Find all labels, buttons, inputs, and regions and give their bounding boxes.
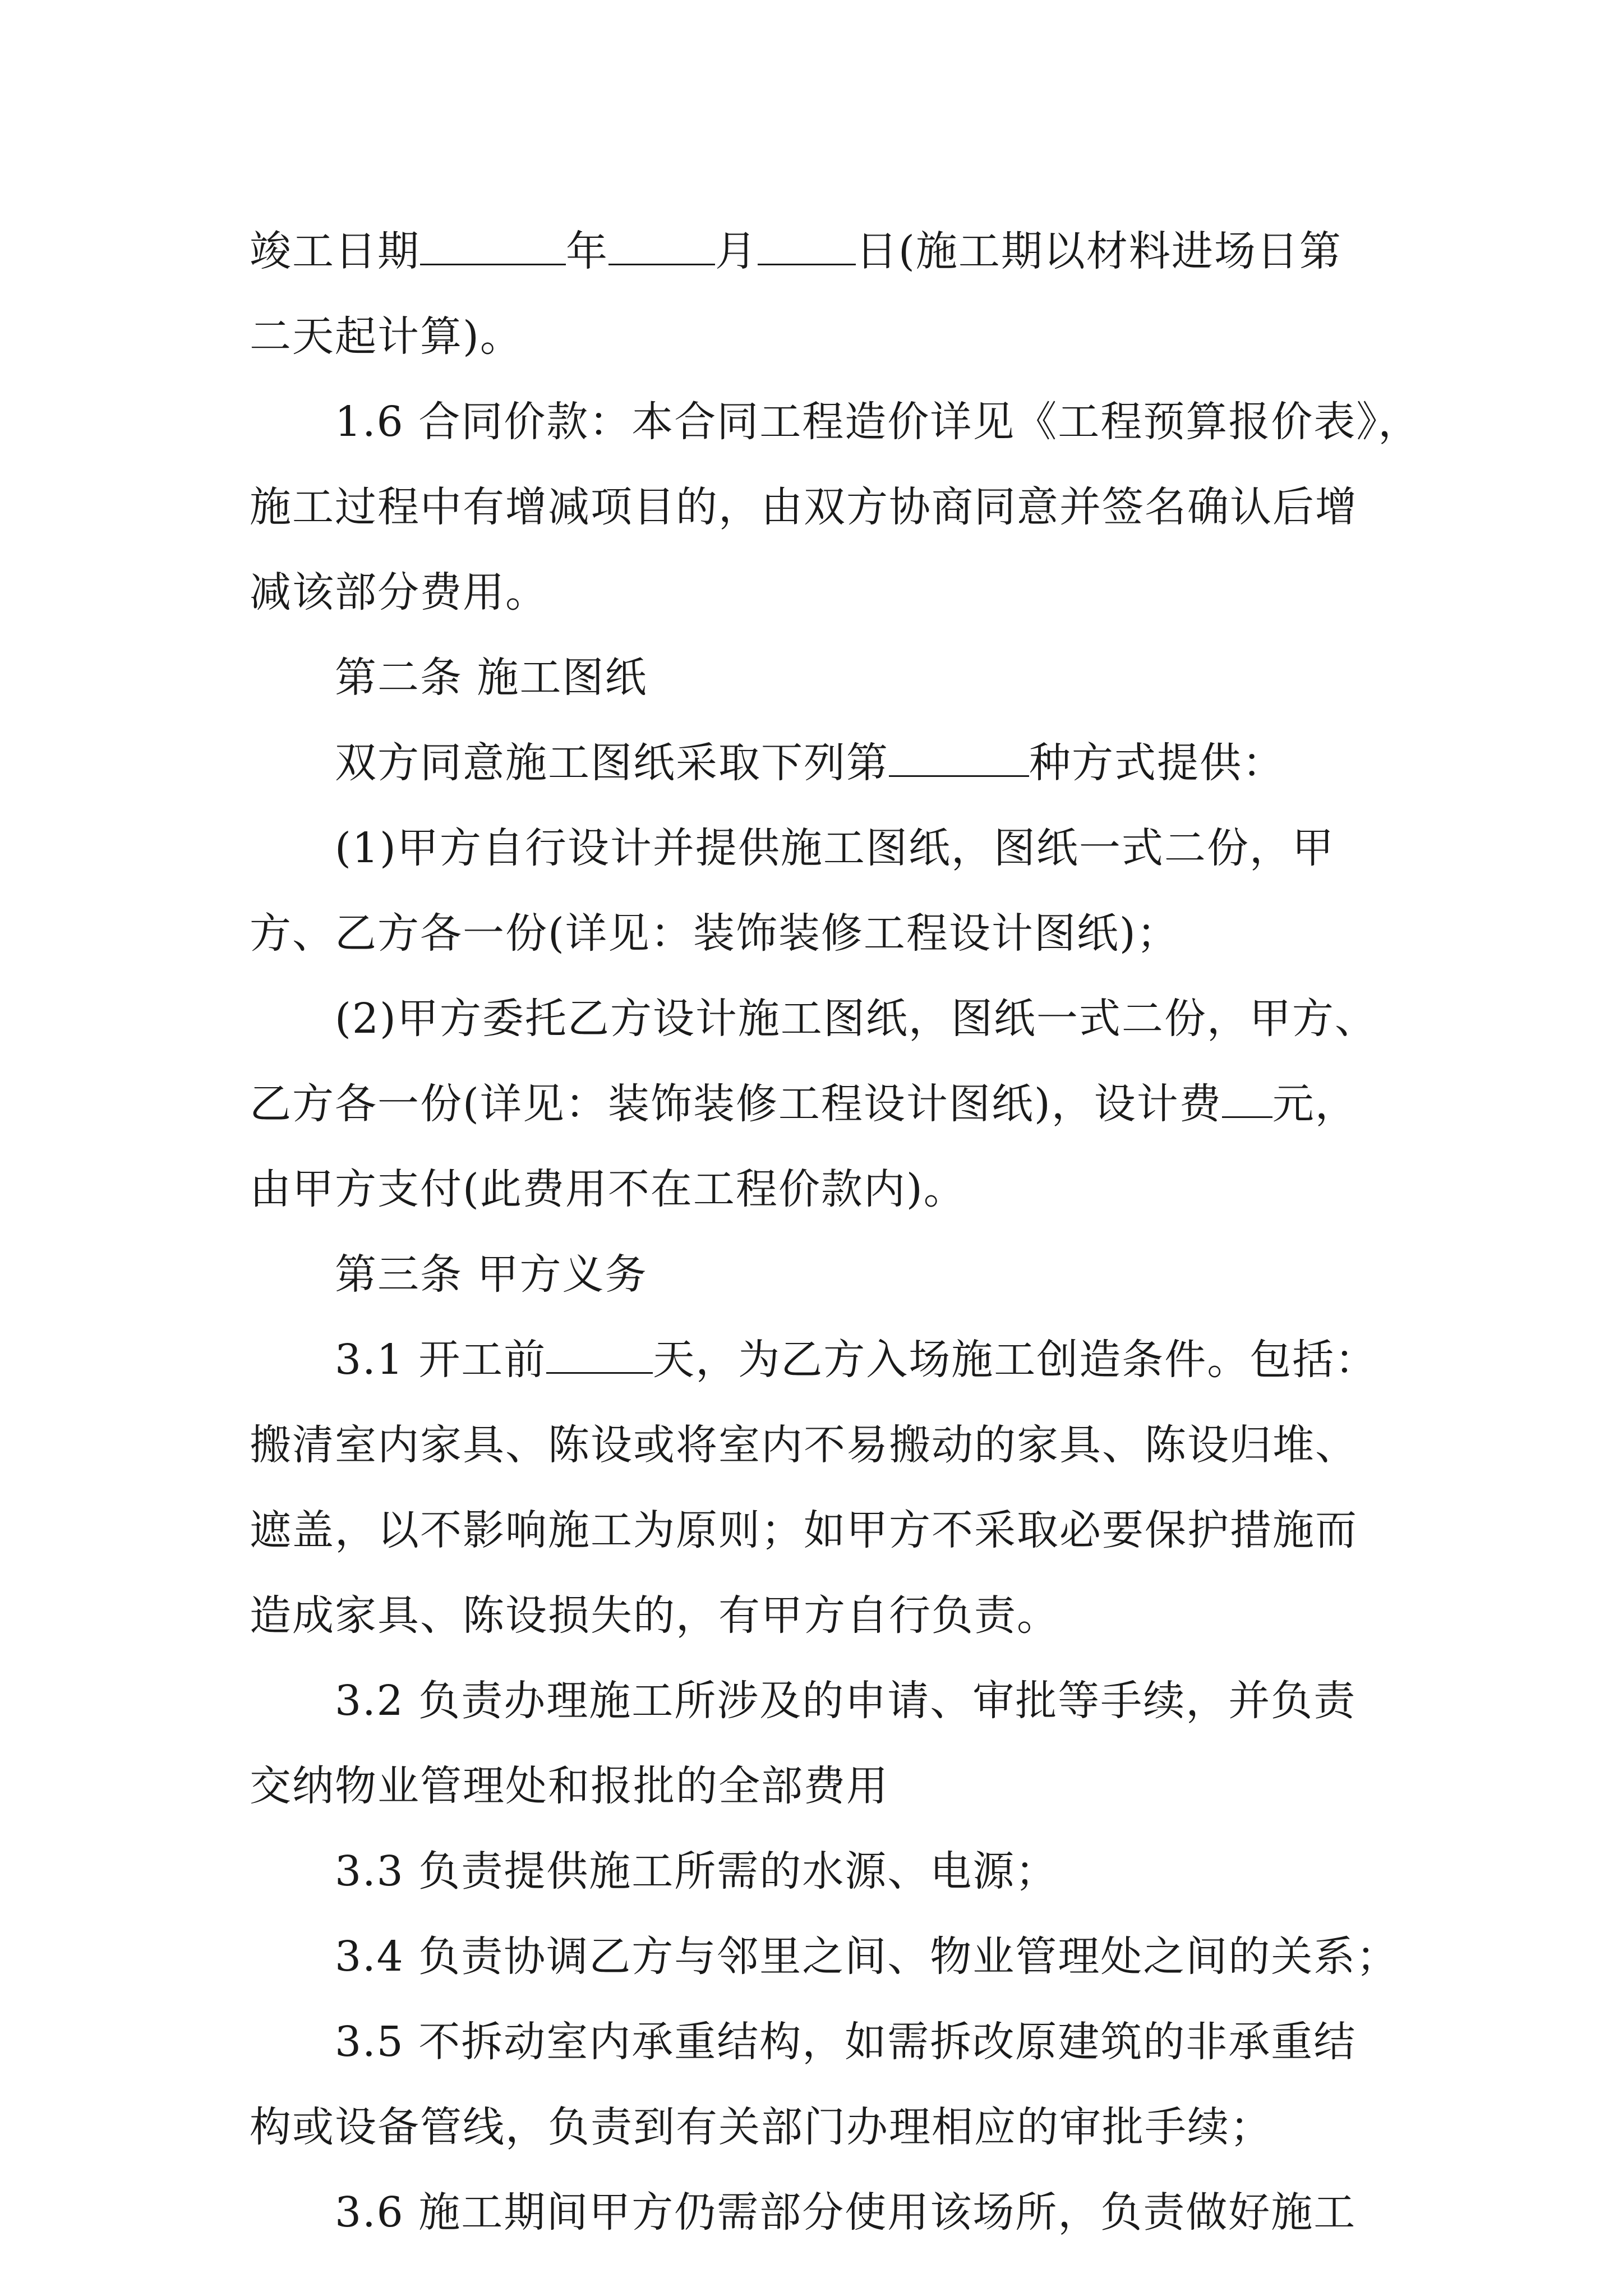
paragraph-line: 3.2 负责办理施工所涉及的申请、审批等手续，并负责 <box>335 1677 1357 1725</box>
fill-in-blank <box>889 740 1029 777</box>
text-segment: 种方式提供： <box>1029 739 1285 787</box>
fill-in-blank <box>758 229 856 265</box>
fill-in-blank <box>608 229 715 265</box>
text-segment: 年 <box>566 227 608 275</box>
fill-in-blank <box>420 229 566 265</box>
contract-text <box>250 209 1421 2255</box>
paragraph-line: (1)甲方自行设计并提供施工图纸，图纸一式二份，甲 <box>335 824 1335 872</box>
fill-in-blank <box>1222 1082 1272 1118</box>
paragraph-line: 施工过程中有增减项目的，由双方协商同意并签名确认后增 <box>250 483 1358 531</box>
fill-in-blank <box>546 1337 653 1374</box>
paragraph-line <box>250 209 1416 294</box>
text-segment: 日(施工期以材料进场日第 <box>856 227 1342 275</box>
text-segment: 月 <box>715 227 758 275</box>
paragraph-line: 二天起计算)。 <box>250 312 523 361</box>
paragraph-line <box>250 1317 1416 1402</box>
section-heading: 第三条 甲方义务 <box>335 1250 648 1299</box>
paragraph-line: (2)甲方委托乙方设计施工图纸，图纸一式二份，甲方、 <box>335 995 1377 1043</box>
paragraph-line: 构或设备管线，负责到有关部门办理相应的审批手续； <box>250 2103 1272 2151</box>
paragraph-line: 3.3 负责提供施工所需的水源、电源； <box>335 1847 1058 1895</box>
text-segment: 竣工日期 <box>250 227 420 275</box>
section-heading: 第二条 施工图纸 <box>335 654 648 702</box>
text-segment: 双方同意施工图纸采取下列第 <box>335 739 889 787</box>
paragraph-line <box>250 720 1416 806</box>
paragraph-line: 3.4 负责协调乙方与邻里之间、物业管理处之间的关系； <box>335 1932 1399 1981</box>
text-segment: 天，为乙方入场施工创造条件。包括： <box>653 1336 1378 1384</box>
paragraph-line <box>250 1061 1416 1147</box>
paragraph-line: 造成家具、陈设损失的，有甲方自行负责。 <box>250 1591 1059 1640</box>
paragraph-line: 交纳物业管理处和报批的全部费用 <box>250 1762 889 1810</box>
paragraph-line: 3.5 不拆动室内承重结构，如需拆改原建筑的非承重结 <box>335 2018 1357 2066</box>
paragraph-line: 遮盖，以不影响施工为原则；如甲方不采取必要保护措施而 <box>250 1506 1358 1554</box>
paragraph-line: 由甲方支付(此费用不在工程价款内)。 <box>250 1165 966 1213</box>
text-segment: 乙方各一份(详见：装饰装修工程设计图纸)，设计费 <box>250 1080 1222 1128</box>
paragraph-line: 3.6 施工期间甲方仍需部分使用该场所，负责做好施工 <box>335 2188 1357 2237</box>
paragraph-line: 方、乙方各一份(详见：装饰装修工程设计图纸)； <box>250 909 1179 958</box>
text-segment: 3.1 开工前 <box>335 1336 547 1384</box>
text-segment: 元， <box>1272 1080 1358 1128</box>
paragraph-line: 1.6 合同价款：本合同工程造价详见《工程预算报价表》， <box>335 398 1421 446</box>
paragraph-line: 搬清室内家具、陈设或将室内不易搬动的家具、陈设归堆、 <box>250 1421 1358 1469</box>
paragraph-line: 减该部分费用。 <box>250 568 548 616</box>
